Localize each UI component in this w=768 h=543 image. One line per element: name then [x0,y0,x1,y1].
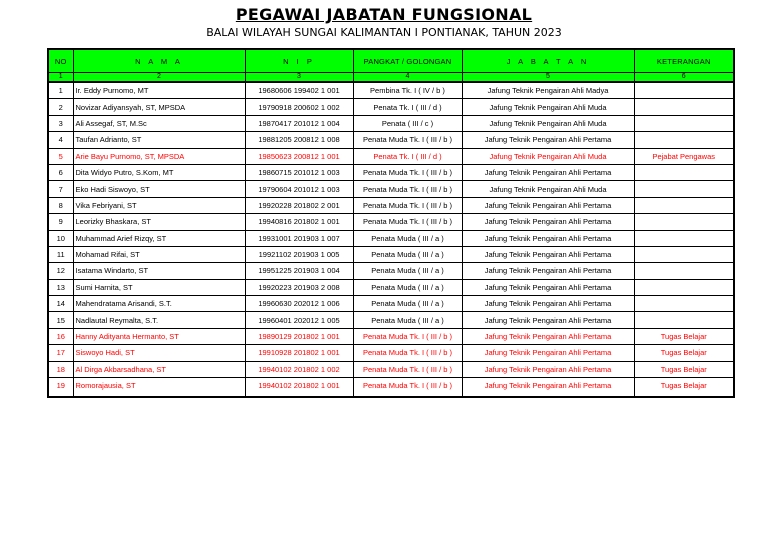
row-jabatan: Jafung Teknik Pengairan Ahli Madya [462,82,634,99]
table-row [48,361,734,377]
row-number: 15 [48,312,73,328]
row-pangkat: Penata Muda Tk. I ( III / b ) [353,197,462,213]
row-nip: 19850623 200812 1 001 [245,148,353,164]
row-jabatan: Jafung Teknik Pengairan Ahli Pertama [462,296,634,312]
row-pangkat: Penata ( III / c ) [353,115,462,131]
row-nama: Al Dirga Akbarsadhana, ST [73,361,245,377]
row-keterangan [634,263,734,279]
row-jabatan: Jafung Teknik Pengairan Ahli Pertama [462,214,634,230]
row-nip: 19940816 201802 1 001 [245,214,353,230]
row-jabatan: Jafung Teknik Pengairan Ahli Muda [462,115,634,131]
row-nip: 19870417 201012 1 004 [245,115,353,131]
row-keterangan [634,312,734,328]
row-keterangan [634,181,734,197]
row-nama: Vika Febriyani, ST [73,197,245,213]
row-pangkat: Penata Muda Tk. I ( III / b ) [353,214,462,230]
row-keterangan [634,82,734,99]
table-row [48,230,734,246]
row-keterangan [634,132,734,148]
row-pangkat: Penata Muda Tk. I ( III / b ) [353,378,462,398]
row-keterangan [634,115,734,131]
table-row [48,99,734,115]
table-row [48,82,734,99]
row-pangkat: Penata Muda Tk. I ( III / b ) [353,132,462,148]
column-header-nama: N A M A [73,49,245,73]
row-keterangan [634,99,734,115]
row-jabatan: Jafung Teknik Pengairan Ahli Pertama [462,164,634,180]
row-jabatan: Jafung Teknik Pengairan Ahli Muda [462,148,634,164]
row-nama: Arie Bayu Purnomo, ST, MPSDA [73,148,245,164]
row-pangkat: Penata Muda ( III / a ) [353,312,462,328]
row-nama: Sumi Harnita, ST [73,279,245,295]
row-nip: 19920223 201903 2 008 [245,279,353,295]
row-keterangan [634,279,734,295]
row-jabatan: Jafung Teknik Pengairan Ahli Pertama [462,197,634,213]
row-keterangan [634,230,734,246]
column-header-pangkat: PANGKAT / GOLONGAN [353,49,462,73]
column-number: 6 [634,73,734,83]
row-number: 16 [48,328,73,344]
row-number: 7 [48,181,73,197]
row-pangkat: Pembina Tk. I ( IV / b ) [353,82,462,99]
row-jabatan: Jafung Teknik Pengairan Ahli Pertama [462,378,634,398]
row-nip: 19860715 201012 1 003 [245,164,353,180]
row-jabatan: Jafung Teknik Pengairan Ahli Pertama [462,230,634,246]
row-jabatan: Jafung Teknik Pengairan Ahli Pertama [462,263,634,279]
table-row [48,279,734,295]
row-number: 13 [48,279,73,295]
row-jabatan: Jafung Teknik Pengairan Ahli Muda [462,99,634,115]
page-subtitle: BALAI WILAYAH SUNGAI KALIMANTAN I PONTIANAK, TAHUN 2023 [206,26,562,39]
row-keterangan [634,246,734,262]
row-keterangan [634,197,734,213]
row-nama: Taufan Adrianto, ST [73,132,245,148]
row-number: 14 [48,296,73,312]
row-keterangan: Pejabat Pengawas [634,148,734,164]
row-jabatan: Jafung Teknik Pengairan Ahli Pertama [462,312,634,328]
table-row [48,296,734,312]
row-nama: Nadlautal Reymalta, S.T. [73,312,245,328]
row-keterangan: Tugas Belajar [634,361,734,377]
row-nip: 19940102 201802 1 002 [245,361,353,377]
row-pangkat: Penata Muda Tk. I ( III / b ) [353,361,462,377]
row-nip: 19960401 202012 1 005 [245,312,353,328]
table-row [48,246,734,262]
column-header-nip: N I P [245,49,353,73]
row-nip: 19790604 201012 1 003 [245,181,353,197]
row-number: 8 [48,197,73,213]
row-nama: Hanny Adityanta Hermanto, ST [73,328,245,344]
column-header-jabatan: J A B A T A N [462,49,634,73]
row-number: 6 [48,164,73,180]
table-row [48,115,734,131]
row-keterangan [634,164,734,180]
row-number: 2 [48,99,73,115]
row-nama: Mahendratama Arisandi, S.T. [73,296,245,312]
table-row [48,181,734,197]
row-jabatan: Jafung Teknik Pengairan Ahli Pertama [462,361,634,377]
row-nama: Ali Assegaf, ST, M.Sc [73,115,245,131]
table-row [48,164,734,180]
row-nama: Novizar Adiyansyah, ST, MPSDA [73,99,245,115]
row-number: 12 [48,263,73,279]
row-number: 18 [48,361,73,377]
row-keterangan: Tugas Belajar [634,345,734,361]
row-pangkat: Penata Muda ( III / a ) [353,279,462,295]
row-pangkat: Penata Muda Tk. I ( III / b ) [353,164,462,180]
row-pangkat: Penata Muda ( III / a ) [353,263,462,279]
table-header-row [48,49,734,73]
table-row [48,328,734,344]
row-nip: 19940102 201802 1 001 [245,378,353,398]
table-row [48,345,734,361]
row-jabatan: Jafung Teknik Pengairan Ahli Pertama [462,328,634,344]
row-nip: 19931001 201903 1 007 [245,230,353,246]
row-keterangan: Tugas Belajar [634,328,734,344]
row-pangkat: Penata Muda Tk. I ( III / b ) [353,328,462,344]
row-pangkat: Penata Tk. I ( III / d ) [353,148,462,164]
column-number: 2 [73,73,245,83]
column-number-row [48,73,734,83]
column-number: 1 [48,73,73,83]
row-nip: 19960630 202012 1 006 [245,296,353,312]
row-pangkat: Penata Tk. I ( III / d ) [353,99,462,115]
row-nama: Mohamad Rifai, ST [73,246,245,262]
row-nip: 19890129 201802 1 001 [245,328,353,344]
row-keterangan [634,296,734,312]
column-header-keterangan: KETERANGAN [634,49,734,73]
table-row [48,263,734,279]
column-number: 5 [462,73,634,83]
row-nama: Leorizky Bhaskara, ST [73,214,245,230]
column-number: 3 [245,73,353,83]
column-number: 4 [353,73,462,83]
row-nip: 19920228 201802 2 001 [245,197,353,213]
row-nama: Ir. Eddy Purnomo, MT [73,82,245,99]
row-pangkat: Penata Muda ( III / a ) [353,230,462,246]
row-jabatan: Jafung Teknik Pengairan Ahli Pertama [462,246,634,262]
row-nama: Isatama Windarto, ST [73,263,245,279]
table-row [48,378,734,398]
row-number: 11 [48,246,73,262]
row-nama: Siswoyo Hadi, ST [73,345,245,361]
row-number: 17 [48,345,73,361]
row-nip: 19680606 199402 1 001 [245,82,353,99]
row-nip: 19951225 201903 1 004 [245,263,353,279]
row-jabatan: Jafung Teknik Pengairan Ahli Pertama [462,279,634,295]
row-number: 1 [48,82,73,99]
row-jabatan: Jafung Teknik Pengairan Ahli Pertama [462,132,634,148]
row-nama: Dita Widyo Putro, S.Kom, MT [73,164,245,180]
row-pangkat: Penata Muda ( III / a ) [353,296,462,312]
row-nip: 19881205 200812 1 008 [245,132,353,148]
row-keterangan: Tugas Belajar [634,378,734,398]
column-header-no: NO [48,49,73,73]
row-pangkat: Penata Muda Tk. I ( III / b ) [353,181,462,197]
row-number: 9 [48,214,73,230]
staff-table [47,48,735,398]
row-jabatan: Jafung Teknik Pengairan Ahli Pertama [462,345,634,361]
row-pangkat: Penata Muda ( III / a ) [353,246,462,262]
row-nip: 19790918 200602 1 002 [245,99,353,115]
row-nama: Eko Hadi Siswoyo, ST [73,181,245,197]
row-nama: Romorajausia, ST [73,378,245,398]
row-number: 19 [48,378,73,398]
table-body [48,82,734,397]
row-number: 3 [48,115,73,131]
table-row [48,214,734,230]
row-keterangan [634,214,734,230]
row-number: 4 [48,132,73,148]
table-row [48,197,734,213]
row-pangkat: Penata Muda Tk. I ( III / b ) [353,345,462,361]
table-row [48,312,734,328]
row-nip: 19910928 201802 1 001 [245,345,353,361]
row-nip: 19921102 201903 1 005 [245,246,353,262]
row-nama: Muhammad Arief Rizqy, ST [73,230,245,246]
table-row [48,148,734,164]
table-row [48,132,734,148]
page-title: PEGAWAI JABATAN FUNGSIONAL [235,5,533,24]
row-number: 10 [48,230,73,246]
row-jabatan: Jafung Teknik Pengairan Ahli Muda [462,181,634,197]
row-number: 5 [48,148,73,164]
